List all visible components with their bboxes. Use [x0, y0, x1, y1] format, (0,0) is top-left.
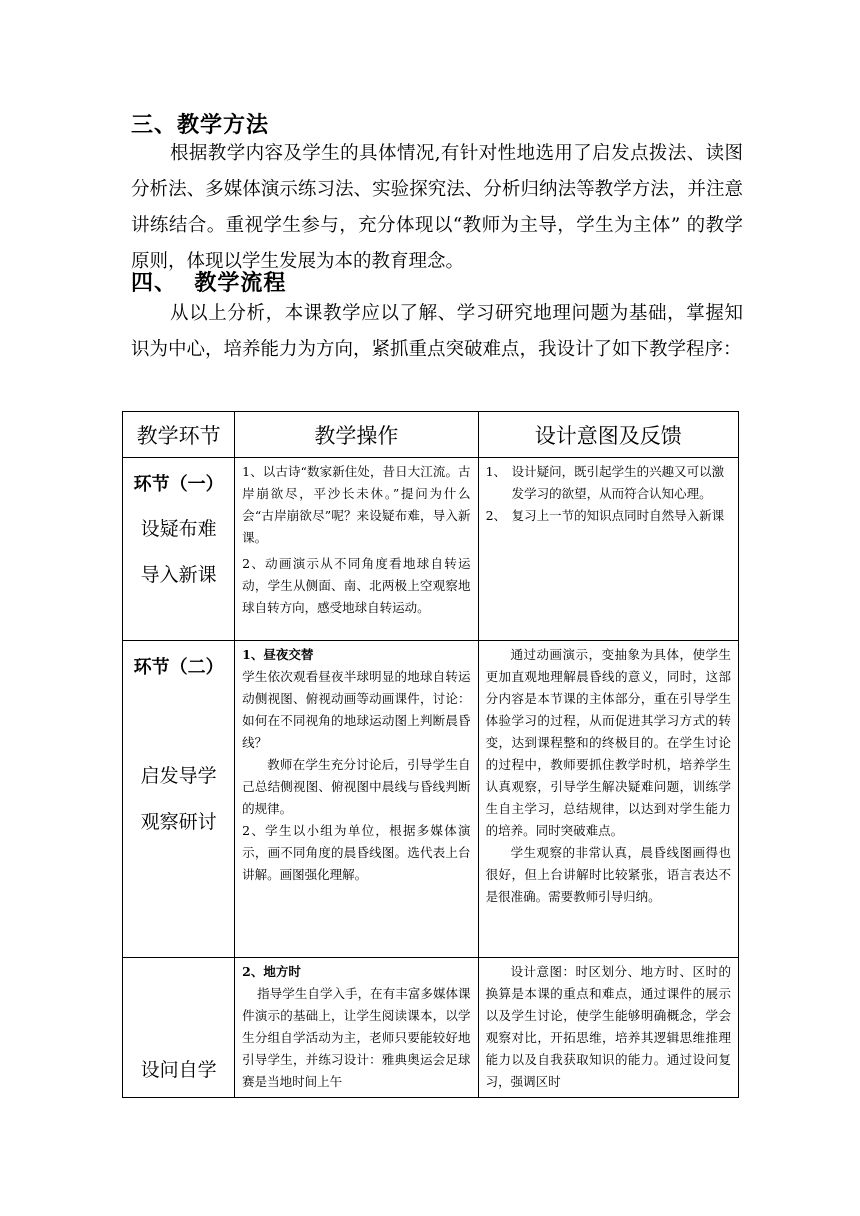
stage-number: 环节（二） [133, 657, 224, 678]
table-row [123, 641, 739, 958]
list-number: 2、 [485, 508, 507, 523]
list-text: 设计疑问，既引起学生的兴趣又可以激发学习的欲望，从而符合认知心理。 [511, 464, 725, 501]
intent-text: 学生观察的非常认真，晨昏线图画得也很好，但上台讲解时比较紧张，语言表达不是很准确。需要教师引导归纳。 [485, 845, 731, 904]
intent-cell [478, 458, 738, 641]
stage-name: 设问自学 [140, 1059, 217, 1081]
intent-cell [478, 641, 738, 958]
operation-subtitle: 1、昼夜交替 [242, 647, 314, 662]
list-item [486, 461, 731, 505]
operation-cell [235, 958, 478, 1098]
section3-heading: 三、教学方法 [131, 113, 270, 138]
list-text: 复习上一节的知识点同时自然导入新课 [511, 508, 725, 523]
header-operation: 教学操作 [235, 412, 478, 458]
section4-heading: 四、 教学流程 [131, 271, 287, 296]
table-row [123, 958, 739, 1098]
operation-text: 2、动画演示从不同角度看地球自转运动，学生从侧面、南、北两极上空观察地球自转方向，感受地球自转运动。 [242, 556, 471, 615]
header-intent: 设计意图及反馈 [478, 412, 738, 458]
operation-text: 1、以古诗“数家新住处，昔日大江流。古岸崩欲尽，平沙长未休。”提问为什么会“古岸崩欲尽”呢？来设疑布难，导入新课。 [242, 464, 471, 545]
stage-number: 环节（一） [133, 474, 224, 495]
operation-text: 2、学生以小组为单位，根据多媒体演示，画不同角度的晨昏线图。选代表上台讲解。画图强化理解。 [242, 823, 471, 882]
list-item [486, 505, 731, 527]
intent-text: 通过动画演示，变抽象为具体，使学生更加直观地理解晨昏线的意义，同时，这部分内容是本节课的主体部分，重在引导学生体验学习的过程，从而促进其学习方式的转变，达到课程整和的终极目的。在学生讨论的过程中，教师要抓住教学时机，培养学生认真观察，引导学生解决疑难问题，训练学生自主学习，总结规律，以达到对学生能力的培养。同时突破难点。 [485, 647, 731, 838]
operation-text: 指导学生自学入手，在有丰富多媒体课件演示的基础上，让学生阅读课本，以学生分组自学活动为主，老师只要能较好地引导学生，并练习设计：雅典奥运会足球赛是当地时间上午 [242, 986, 471, 1089]
stage-cell [123, 958, 235, 1098]
list-number: 1、 [485, 464, 507, 479]
stage-name: 观察研讨 [140, 811, 217, 833]
stage-name: 启发导学 [140, 765, 217, 787]
table-header-row [123, 412, 739, 458]
stage-name: 设疑布难 [140, 518, 217, 540]
table-row [123, 458, 739, 641]
operation-text: 教师在学生充分讨论后，引导学生自己总结侧视图、俯视图中晨线与昏线判断的规律。 [242, 757, 471, 816]
intent-list [479, 458, 738, 531]
operation-cell [235, 458, 478, 641]
operation-cell [235, 641, 478, 958]
header-stage: 教学环节 [123, 412, 235, 458]
section4-paragraph: 从以上分析，本课教学应以了解、学习研究地理问题为基础，掌握知识为中心，培养能力为方向，紧抓重点突破难点，我设计了如下教学程序： [131, 303, 743, 360]
stage-cell [123, 641, 235, 958]
stage-name: 导入新课 [140, 564, 217, 586]
operation-text: 学生依次观看昼夜半球明显的地球自转运动侧视图、俯视动画等动画课件，讨论：如何在不同视角的地球运动图上判断晨昏线？ [242, 669, 471, 750]
intent-cell [478, 958, 738, 1098]
stage-cell [123, 458, 235, 641]
intent-text: 设计意图：时区划分、地方时、区时的换算是本课的重点和难点，通过课件的展示以及学生讨论，使学生能够明确概念，学会观察对比，开拓思维，培养其逻辑思维推理能力以及自我获取知识的能力。通过设问复习，强调区时 [485, 964, 731, 1089]
teaching-flow-table [122, 411, 739, 1098]
section3-paragraph: 根据教学内容及学生的具体情况,有针对性地选用了启发点拨法、读图分析法、多媒体演示练习法、实验探究法、分析归纳法等教学方法，并注意讲练结合。重视学生参与，充分体现以“教师为主导，学生为主体” 的教学原则，体现以学生发展为本的教育理念。 [131, 143, 743, 272]
operation-subtitle: 2、地方时 [242, 964, 301, 979]
